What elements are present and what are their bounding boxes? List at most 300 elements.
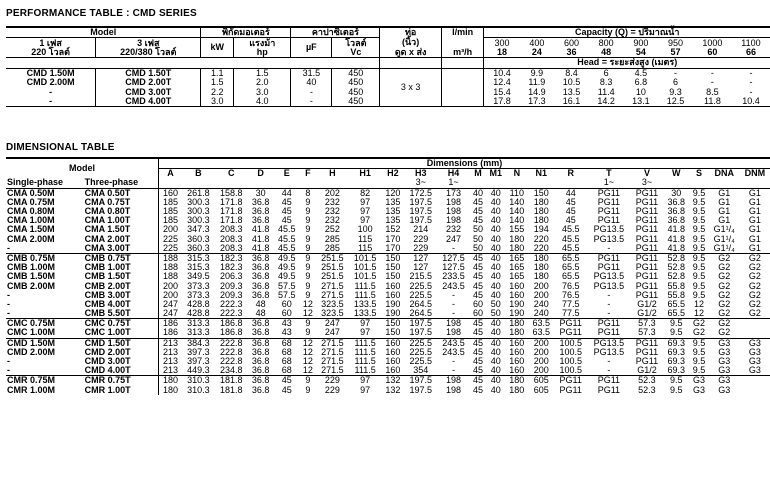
dim-value: 251.5 [321, 252, 344, 263]
dim-value: 200 [533, 356, 549, 367]
dim-value: 198 [446, 318, 462, 329]
dim-value: 9.5 [692, 262, 706, 273]
uf-header: µF [291, 38, 332, 58]
dim-value: 100.5 [559, 346, 582, 357]
dim-value: 160 [385, 346, 401, 357]
capacitor-header: คาปาซิเตอร์ [291, 27, 380, 38]
dim-value: G2 [718, 252, 731, 263]
uf-value: 40 [291, 78, 332, 87]
dim-value: 135 [385, 215, 401, 226]
dim-value: 165 [509, 271, 525, 282]
dim-value: 45 [565, 206, 576, 217]
dim-value: 194 [533, 224, 549, 235]
dim-value: PG11 [559, 327, 582, 338]
single-volt-header: 220 โวลต์ [6, 48, 96, 58]
dim-value: 190 [385, 308, 401, 319]
dim-value: 30 [255, 187, 266, 198]
dim-value: 172.5 [409, 187, 432, 198]
dim-col-header: M [474, 168, 482, 179]
flow-m3h: 48 [601, 46, 612, 57]
dim-value: 45 [281, 196, 292, 207]
dim-value: 186 [163, 327, 179, 338]
dim-value: 45.5 [561, 233, 580, 244]
dim-value: G2 [748, 252, 761, 263]
dim-value: 9.5 [692, 233, 706, 244]
three-phase-header: Three-phase [84, 178, 159, 188]
head-value: 13.5 [562, 86, 581, 97]
dim-value: 150 [385, 318, 401, 329]
dim-col-header: H [329, 168, 336, 179]
flow-lmin: 300 [484, 38, 520, 48]
dim-value: 36.8 [251, 289, 270, 300]
dim-value: G2 [718, 318, 731, 329]
dim-value: 225.5 [409, 280, 432, 291]
dim-value: 48 [255, 298, 266, 309]
dim-value: PG11 [597, 196, 621, 207]
dim-value: 261.8 [187, 187, 210, 198]
dim-value: - [452, 356, 456, 367]
dim-value: 97 [360, 215, 371, 226]
dim-value: 41.8 [251, 233, 270, 244]
dim-value: 9.5 [692, 206, 706, 217]
dim-value: 170 [385, 242, 401, 253]
dim-value: 50 [472, 233, 483, 244]
dim-value: 180 [163, 375, 179, 386]
head-header: Head = ระยะส่งสูง (เมตร) [577, 57, 678, 68]
dim-sub-header [505, 178, 528, 188]
dim-value: - [607, 242, 611, 253]
dim-value: 9 [305, 271, 311, 282]
dim-value: 101.5 [353, 252, 377, 263]
dim-value: 9 [305, 242, 311, 253]
dim-value: 200 [533, 337, 549, 348]
dim-col-header: D [257, 168, 264, 179]
dim-value: 9.5 [670, 384, 683, 395]
dim-sub-header [740, 178, 770, 188]
dim-value: 347.3 [187, 224, 210, 235]
dim-value: 57.3 [638, 327, 656, 338]
head-value: 4.5 [634, 67, 648, 78]
dim-value: 40 [490, 384, 501, 395]
dim-value: 45 [472, 337, 483, 348]
dim-value: 180 [533, 271, 549, 282]
dim-value: 60 [281, 298, 292, 309]
dim-sub-header [554, 178, 587, 188]
dim-value: PG13.5 [593, 346, 625, 357]
dim-value: 233.5 [442, 271, 465, 282]
dim-value: 188 [163, 252, 179, 263]
dim-value: - [607, 298, 611, 309]
dim-col-header: C [227, 168, 235, 179]
flow-spacer [441, 87, 484, 96]
dim-value: 65.5 [667, 298, 686, 309]
dim-value: 40 [490, 196, 501, 207]
dim-value: 50 [490, 298, 501, 309]
dim-value: 182.3 [219, 252, 243, 263]
dim-col-header: B [195, 168, 202, 179]
dim-value: 45.5 [561, 224, 580, 235]
dim-col-header: DNM [744, 168, 766, 179]
dim-model: CMB 0.75M [7, 252, 56, 263]
dim-value: 100.5 [559, 365, 582, 376]
head-value: 13.1 [632, 95, 650, 106]
dim-value: 449.3 [187, 365, 210, 376]
dim-value: 120 [385, 187, 401, 198]
dim-value: 247 [446, 233, 462, 244]
dim-model: CMA 0.75M [7, 196, 55, 207]
dim-value: 213 [163, 337, 179, 348]
dim-value: 180 [533, 196, 549, 207]
dim-value: 214 [413, 224, 429, 235]
dim-model: CMR 0.75M [7, 375, 56, 386]
dim-value: 65.5 [667, 308, 686, 319]
dim-value: 9 [305, 375, 311, 386]
dim-value: G1 [748, 187, 761, 198]
dim-value: 9.5 [692, 187, 706, 198]
dim-model: CMC 0.75T [84, 319, 159, 329]
dim-value: PG13.5 [593, 233, 625, 244]
dim-value: 188 [163, 271, 179, 282]
dim-value: 44 [281, 187, 292, 198]
flow-lmin: 950 [658, 38, 693, 48]
dim-value: 213 [163, 346, 179, 357]
dim-value: G3 [748, 356, 761, 367]
dim-value: 65.5 [561, 262, 580, 273]
dim-value: 36.8 [251, 327, 270, 338]
dim-value: 49.5 [278, 271, 296, 282]
dim-value: 170 [385, 233, 401, 244]
head-value: 8.4 [565, 67, 578, 78]
dim-value: 349.5 [187, 271, 210, 282]
dim-value: G3 [693, 375, 706, 386]
dim-model: CMA 1.00T [84, 216, 159, 225]
model-single: CMD 2.00M [6, 78, 96, 87]
dim-value: 111.5 [354, 365, 376, 376]
dim-value: 45 [472, 318, 483, 329]
dim-value: 45 [472, 375, 483, 386]
dim-value: 9.5 [670, 327, 683, 338]
kw-value: 1.1 [201, 68, 234, 78]
dim-value: 69.3 [667, 337, 686, 348]
dim-value: 45 [472, 215, 483, 226]
dim-value: 97 [360, 196, 371, 207]
dim-value: 45.5 [561, 242, 580, 253]
uf-value: - [291, 87, 332, 96]
pipe-size: 3 x 3 [380, 68, 441, 107]
dim-value: 43 [281, 327, 292, 338]
dim-value: 50 [490, 308, 501, 319]
dim-value: 40 [490, 375, 501, 386]
dim-value: PG11 [597, 375, 621, 386]
dim-value: 101.5 [353, 262, 377, 273]
dim-value: 198 [446, 215, 462, 226]
flow-lmin: 400 [520, 38, 555, 48]
dim-value: 12 [302, 308, 313, 319]
head-value: - [710, 67, 714, 78]
dim-value: 40 [490, 262, 501, 273]
dim-sub-header [316, 178, 349, 188]
dim-value: 40 [490, 289, 501, 300]
dim-value: 77.5 [561, 298, 580, 309]
dim-value: 208.3 [219, 242, 243, 253]
dim-value: PG11 [635, 262, 659, 273]
dim-value: G2 [748, 271, 761, 282]
dim-value: 57.5 [278, 289, 296, 300]
dim-value: 36.8 [251, 356, 270, 367]
dim-value: G3 [718, 356, 731, 367]
dim-sub-header [349, 178, 382, 188]
dim-value: 222.8 [219, 346, 243, 357]
dim-model: CMR 1.00M [7, 384, 56, 395]
dim-value: 110 [509, 187, 524, 198]
dim-value: G2 [748, 298, 761, 309]
dim-value: PG11 [597, 206, 621, 217]
dimensions-header: Dimensions (mm) [426, 158, 503, 169]
dim-value: 140 [509, 206, 525, 217]
dim-value: 150 [385, 262, 401, 273]
dim-value: 160 [385, 337, 401, 348]
dim-value: 222.3 [219, 298, 243, 309]
dim-value: 36.8 [251, 384, 270, 395]
dim-value: 158.8 [219, 187, 243, 198]
dim-value: 9.5 [692, 356, 706, 367]
dim-value: 9 [305, 289, 311, 300]
flow-m3h: 54 [635, 46, 646, 57]
dimensional-table-title: DIMENSIONAL TABLE [6, 142, 115, 153]
dim-model: CMB 2.00M [7, 280, 56, 291]
vc-header: Vc [332, 48, 380, 58]
flow-spacer [441, 68, 484, 78]
dim-value: 97 [360, 318, 371, 329]
dim-value: 132 [385, 384, 401, 395]
dim-value: 36.8 [251, 365, 270, 376]
head-value: 10.5 [562, 77, 581, 88]
dim-value: G3 [748, 346, 761, 357]
hp-value: 4.0 [234, 97, 291, 107]
dim-value: 45 [472, 356, 483, 367]
vc-value: 450 [332, 78, 380, 87]
head-value: 10.4 [493, 67, 511, 78]
dim-value: 127 [413, 252, 429, 263]
dim-value: G2 [718, 298, 731, 309]
dim-col-header: H4 [447, 168, 460, 179]
dim-value: G1/2 [637, 298, 657, 309]
dim-value: 150 [385, 327, 401, 338]
dim-value: PG11 [597, 187, 621, 198]
dim-value: 8 [305, 187, 311, 198]
dim-value: 200 [163, 280, 179, 291]
dim-model: CMB 1.50M [7, 271, 56, 282]
dim-sub-header [382, 178, 405, 188]
head-value: 9.3 [669, 86, 682, 97]
hp-value: 3.0 [234, 87, 291, 96]
dim-value: 68 [281, 365, 292, 376]
dim-value: - [452, 298, 456, 309]
dim-value: G1 [748, 206, 761, 217]
head-value: 11.4 [597, 86, 615, 97]
dim-value: 50 [472, 224, 483, 235]
head-value: 11.8 [703, 95, 721, 106]
dim-value: 40 [490, 271, 501, 282]
dim-value: PG13.5 [593, 224, 625, 235]
head-value: 12.4 [493, 77, 511, 88]
dim-value: 9.5 [692, 215, 706, 226]
dim-value: 208.3 [219, 224, 243, 235]
dim-value: 36.8 [667, 196, 686, 207]
dim-value: 101.5 [353, 271, 377, 282]
dim-value: 36.8 [251, 252, 270, 263]
dim-value: 229 [324, 384, 340, 395]
dim-value: PG13.5 [593, 271, 625, 282]
dim-value: 323.5 [321, 308, 344, 319]
dim-value: 251.5 [321, 271, 344, 282]
dim-value: 55.8 [667, 289, 686, 300]
dim-value: 229 [413, 242, 429, 253]
dim-value: PG11 [597, 252, 621, 263]
dim-value: 181.8 [219, 384, 243, 395]
dim-value: 60 [281, 308, 292, 319]
dim-model: - [7, 356, 10, 367]
dim-value: 310.3 [187, 384, 210, 395]
model-single: CMD 1.50M [6, 68, 96, 78]
dim-value: PG11 [635, 224, 659, 235]
dim-value: 36.8 [251, 318, 270, 329]
hp-label-header: แรงม้า [234, 38, 291, 48]
dim-value: 160 [509, 280, 525, 291]
dim-value: 209.3 [219, 289, 243, 300]
dim-value: 76.5 [561, 280, 580, 291]
dim-value: G2 [693, 327, 706, 338]
dim-value: 36.8 [251, 337, 270, 348]
hp-value: 1.5 [234, 68, 291, 78]
dim-value: 9 [305, 196, 311, 207]
dim-value: 127.5 [442, 262, 465, 273]
dim-value: 232 [324, 206, 340, 217]
dim-value: 40 [490, 233, 501, 244]
dim-model: CMB 2.00T [84, 281, 159, 290]
dim-sub-header: 1~ [448, 177, 459, 188]
dim-value: 40 [490, 252, 501, 263]
dim-value: 215.5 [409, 271, 432, 282]
flow-m3h: 36 [566, 46, 577, 57]
dim-value: 200 [533, 280, 549, 291]
dim-value: 232 [324, 196, 340, 207]
dim-value: 222.8 [219, 356, 243, 367]
suction-header: ดูด x ส่ง [380, 48, 441, 58]
dim-value: G2 [748, 289, 761, 300]
dim-value: 247 [163, 308, 179, 319]
dim-value: 373.3 [187, 280, 210, 291]
dim-value: 9.5 [692, 337, 706, 348]
dim-value: PG11 [635, 242, 659, 253]
dim-value: 9.5 [692, 196, 706, 207]
dim-value: 243.5 [442, 337, 465, 348]
dim-value: 97 [360, 375, 371, 386]
dim-value: 133.5 [353, 308, 377, 319]
dim-value: G1 [718, 196, 731, 207]
dim-value: 373.3 [187, 289, 210, 300]
dim-value: 12 [694, 298, 705, 309]
dim-value: 165 [509, 262, 525, 273]
dim-value: 243.5 [442, 280, 465, 291]
dim-value: 173 [446, 187, 462, 198]
dim-value: G3 [748, 365, 761, 376]
dim-value: 251.5 [321, 262, 344, 273]
dim-value: G1 [748, 242, 761, 253]
dim-value: 150 [385, 271, 401, 282]
dim-value: PG11 [597, 262, 621, 273]
dim-value: 200 [163, 224, 179, 235]
dim-value: 182.3 [219, 262, 243, 273]
dim-value: 197.5 [409, 327, 432, 338]
dim-model: CMB 1.00M [7, 262, 56, 273]
dim-sub-header [663, 178, 689, 188]
head-value: - [749, 67, 753, 78]
dim-value: PG11 [597, 215, 621, 226]
flow-lmin: 900 [624, 38, 659, 48]
dim-value: 300.3 [187, 206, 210, 217]
dim-value: 40 [490, 187, 501, 198]
dim-value: 232 [446, 224, 462, 235]
power-header: พิกัดมอเตอร์ [201, 27, 291, 38]
dim-value: 190 [509, 308, 525, 319]
dim-value: G1/2 [637, 308, 657, 319]
dim-value: 197.5 [409, 206, 432, 217]
dim-value: 133.5 [353, 298, 377, 309]
dim-value: 40 [490, 356, 501, 367]
dim-value: 252 [324, 224, 340, 235]
dim-model: - [7, 308, 10, 319]
dim-value: G2 [748, 308, 761, 319]
dim-value: G3 [718, 384, 731, 395]
dim-value: 247 [324, 318, 340, 329]
dim-value: 97 [360, 206, 371, 217]
dim-value: 271.5 [321, 280, 344, 291]
dim-sub-header [274, 178, 300, 188]
dim-value: 209.3 [219, 280, 243, 291]
dim-value: 150 [385, 252, 401, 263]
dim-value: 9 [305, 280, 311, 291]
dim-value: G1¹/₄ [713, 242, 735, 253]
dim-value: PG13.5 [593, 280, 625, 291]
dim-value: G2 [718, 308, 731, 319]
model-three: CMD 3.00T [96, 87, 201, 96]
flow-lmin: 600 [554, 38, 589, 48]
dim-value: 180 [533, 252, 549, 263]
dim-model: CMB 1.50T [84, 272, 159, 281]
dim-value: PG11 [635, 252, 659, 263]
dim-model: CMD 2.00M [7, 346, 56, 357]
dim-col-header: V [643, 168, 650, 179]
dim-value: 186.8 [219, 318, 243, 329]
dim-value: 315.3 [187, 262, 210, 273]
dim-value: G2 [718, 262, 731, 273]
dim-value: 57.5 [278, 280, 296, 291]
model-three: CMD 4.00T [96, 97, 201, 107]
dim-value: 397.3 [187, 346, 210, 357]
dim-value: 160 [509, 289, 525, 300]
dim-value: 185 [163, 206, 179, 217]
dim-col-header: E [283, 168, 290, 179]
dim-value: 213 [163, 356, 179, 367]
dim-value: 185 [163, 196, 179, 207]
dim-model: CMA 1.50M [7, 224, 55, 235]
dim-row [6, 328, 770, 338]
dim-value: 190 [509, 298, 525, 309]
dim-value: 100.5 [559, 356, 582, 367]
dim-value: 45 [472, 262, 483, 273]
dim-value: 310.3 [187, 375, 210, 386]
